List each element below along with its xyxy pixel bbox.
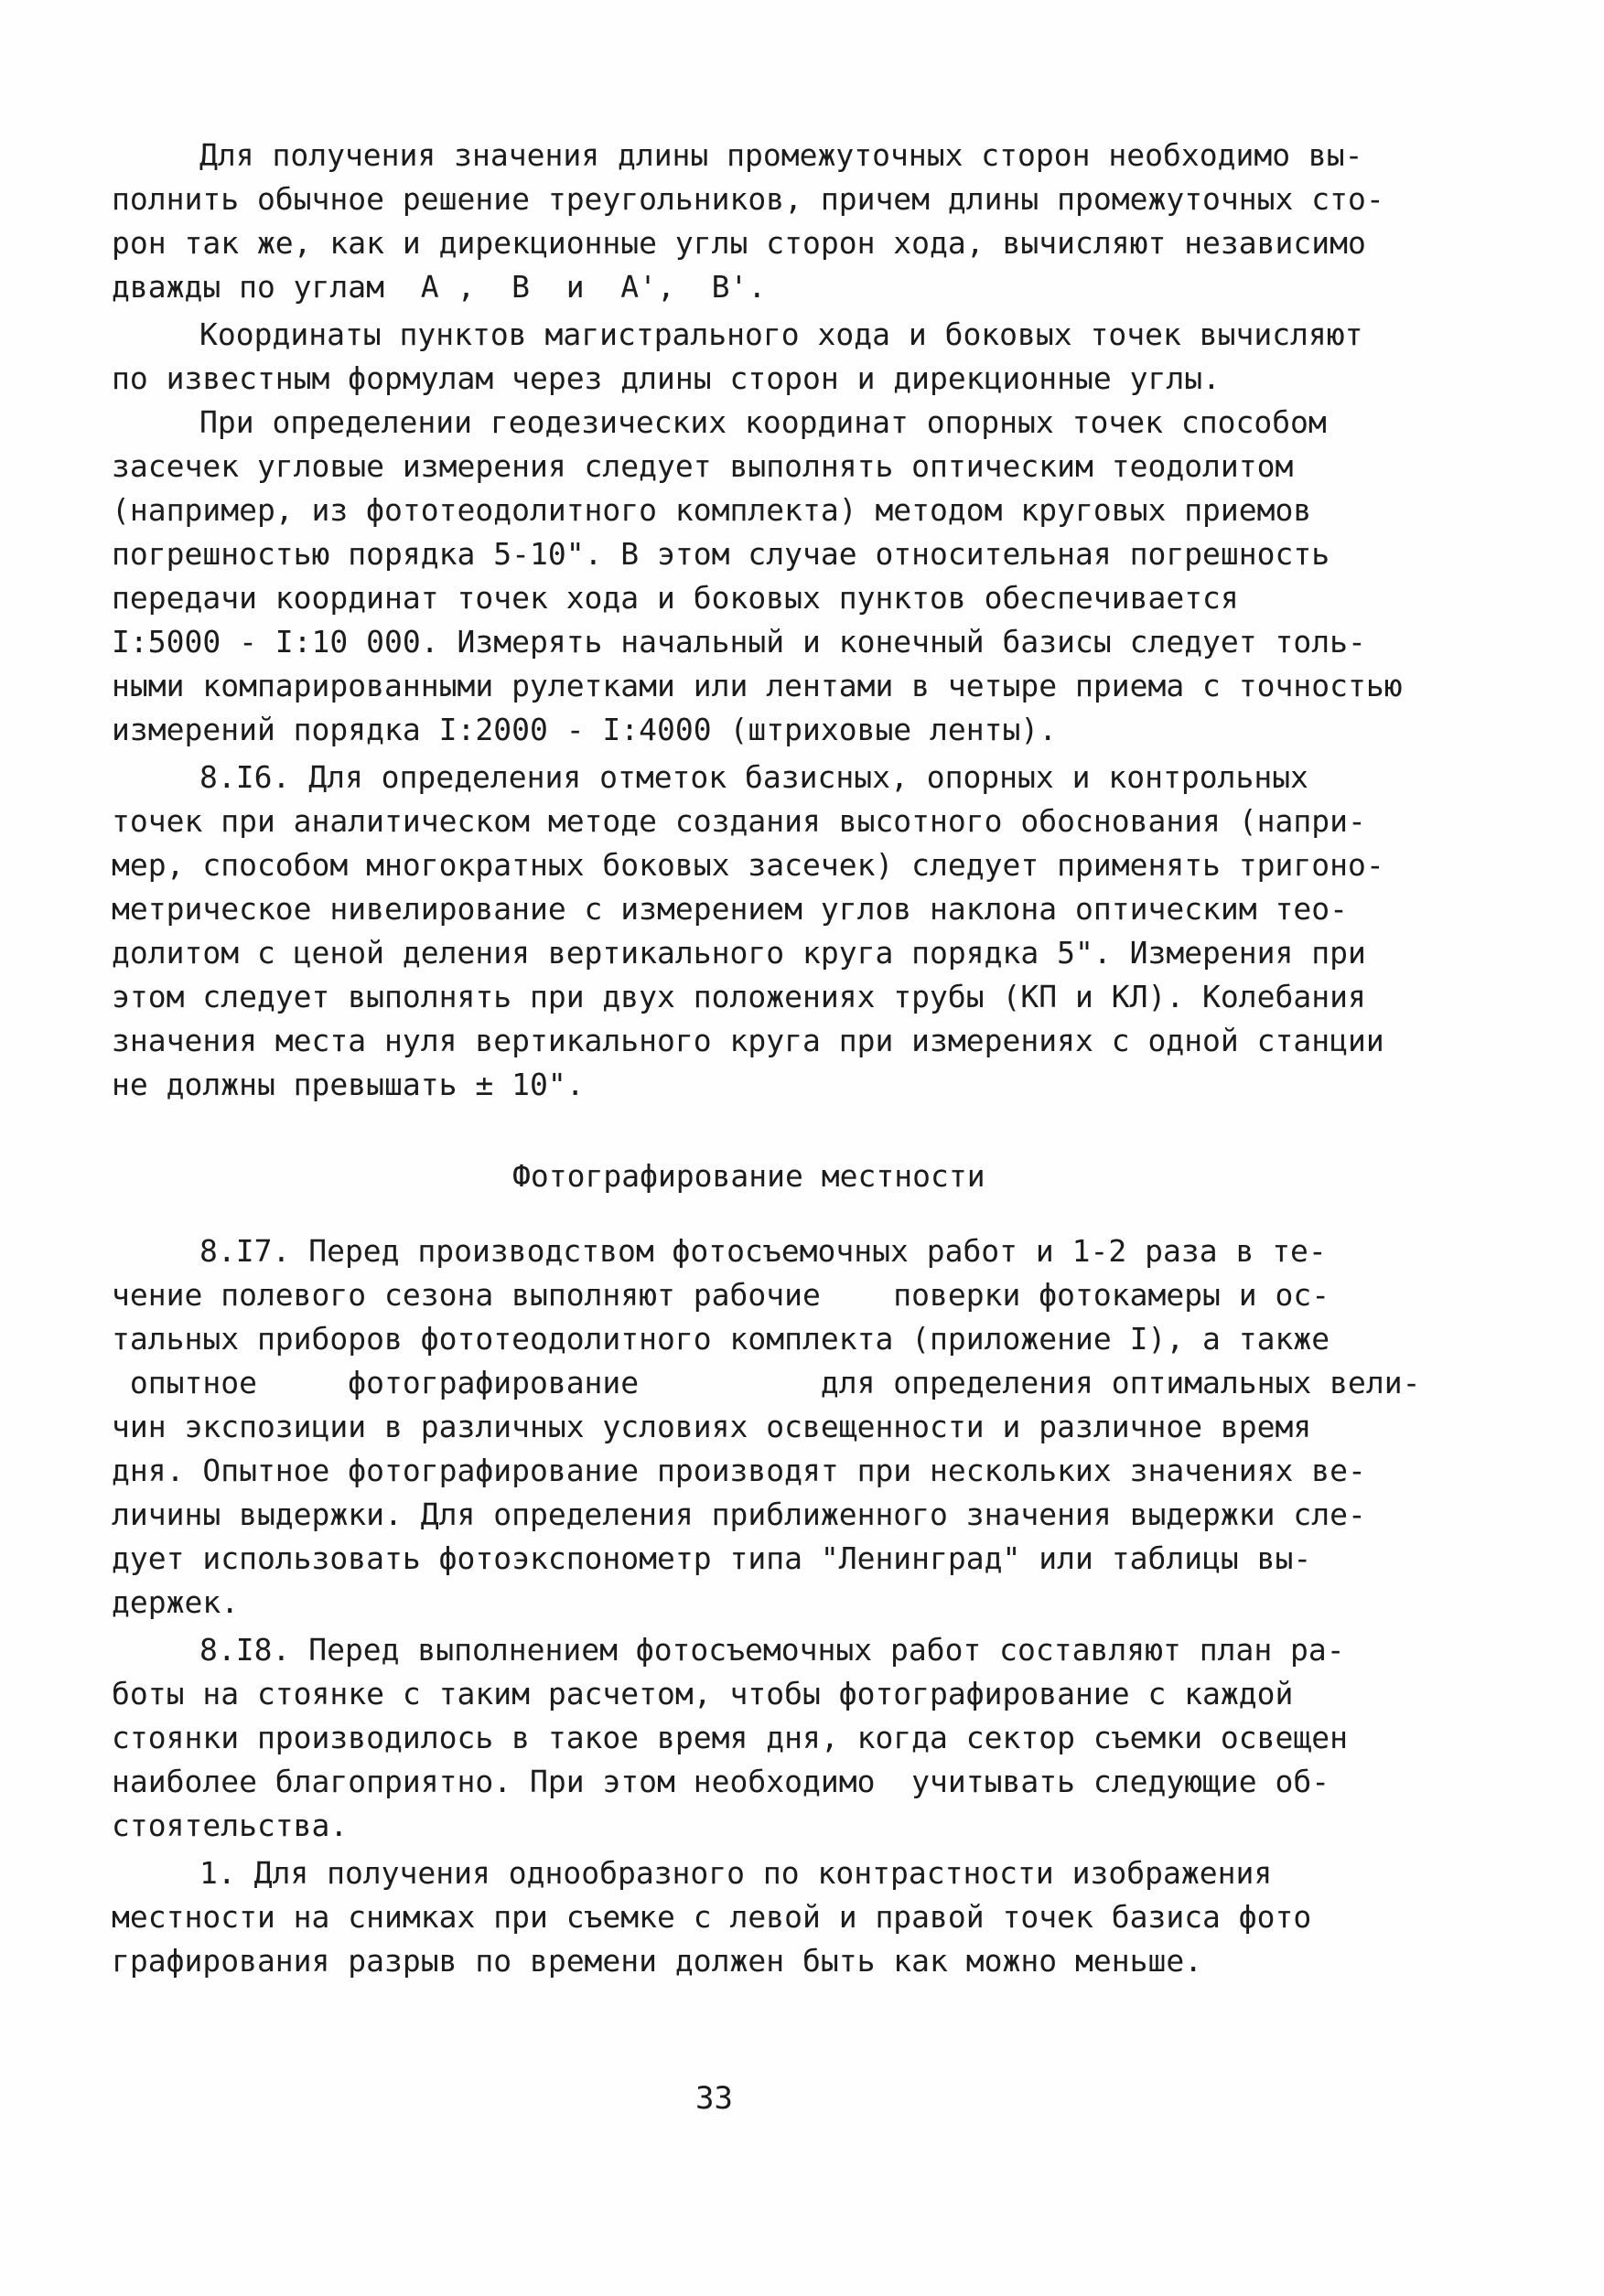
text-line: Координаты пунктов магистрального хода и боковых точек вычисляют [199, 317, 1363, 352]
text-line: засечек угловые измерения следует выполнять оптическим теодолитом [112, 448, 1294, 484]
text-line: дважды по углам A , B и A', B'. [112, 269, 767, 305]
text-line: наиболее благоприятно. При этом необходимо учитывать следующие об- [112, 1764, 1330, 1799]
text-line: стоянки производилось в такое время дня, когда сектор съемки освещен [112, 1720, 1349, 1755]
text-line: дня. Опытное фотографирование производят при нескольких значениях ве- [112, 1453, 1366, 1488]
text-line: графирования разрыв по времени должен быть как можно меньше. [112, 1943, 1203, 1979]
text-line: I:5000 - I:10 000. Измерять начальный и конечный базисы следует толь- [112, 624, 1366, 660]
text-line: по известным формулам через длины сторон и дирекционные углы. [112, 360, 1221, 396]
text-line: 1. Для получения однообразного по контрастности изображения [199, 1855, 1273, 1891]
text-line: долитом с ценой деления вертикального круга порядка 5". Измерения при [112, 935, 1366, 971]
text-line: мер, способом многократных боковых засечек) следует применять тригоно- [112, 847, 1384, 883]
text-line: личины выдержки. Для определения приближенного значения выдержки сле- [112, 1497, 1366, 1532]
text-line: чение полевого сезона выполняют рабочие поверки фотокамеры и ос- [112, 1277, 1330, 1313]
text-line: местности на снимках при съемке с левой и правой точек базиса фото [112, 1899, 1312, 1935]
text-line: метрическое нивелирование с измерением углов наклона оптическим тео- [112, 891, 1349, 927]
text-line: стоятельства. [112, 1808, 349, 1843]
text-line: измерений порядка I:2000 - I:4000 (штриховые ленты). [112, 712, 1058, 747]
text-line: ными компарированными рулетками или лентами в четыре приема с точностью [112, 668, 1403, 703]
text-line: боты на стоянке с таким расчетом, чтобы фотографирование с каждой [112, 1676, 1294, 1711]
text-line: чин экспозиции в различных условиях освещенности и различное время [112, 1409, 1312, 1444]
text-line: не должны превышать ± 10". [112, 1067, 585, 1102]
text-line: полнить обычное решение треугольников, причем длины промежуточных сто- [112, 181, 1384, 217]
text-line: точек при аналитическом методе создания высотного обоснования (напри- [112, 803, 1366, 839]
text-line: 8.I7. Перед производством фотосъемочных работ и 1-2 раза в те- [199, 1233, 1327, 1269]
text-line: держек. [112, 1584, 240, 1620]
text-line: 8.I6. Для определения отметок базисных, опорных и контрольных [199, 759, 1308, 795]
text-line: тальных приборов фототеодолитного комплекта (приложение I), а также [112, 1321, 1330, 1357]
text-line: опытное фотографирование для определения оптимальных вели- [112, 1365, 1421, 1400]
text-line: При определении геодезических координат опорных точек способом [199, 404, 1327, 440]
text-line: передачи координат точек хода и боковых пунктов обеспечивается [112, 580, 1239, 616]
text-line: 8.I8. Перед выполнением фотосъемочных работ составляют план ра- [199, 1632, 1345, 1668]
text-line: погрешностью порядка 5-10". В этом случае относительная погрешность [112, 536, 1330, 572]
text-line: рон так же, как и дирекционные углы сторон хода, вычисляют независимо [112, 225, 1366, 261]
text-line: этом следует выполнять при двух положениях трубы (КП и КЛ). Колебания [112, 979, 1366, 1014]
text-line: Для получения значения длины промежуточных сторон необходимо вы- [199, 137, 1363, 173]
text-line: значения места нуля вертикального круга при измерениях с одной станции [112, 1023, 1384, 1058]
section-heading: Фотографирование местности [512, 1158, 985, 1194]
text-line: дует использовать фотоэкспонометр типа "Ленинград" или таблицы вы- [112, 1540, 1312, 1576]
page-number: 33 [695, 2080, 733, 2117]
text-line: (например, из фототеодолитного комплекта) методом круговых приемов [112, 492, 1312, 528]
